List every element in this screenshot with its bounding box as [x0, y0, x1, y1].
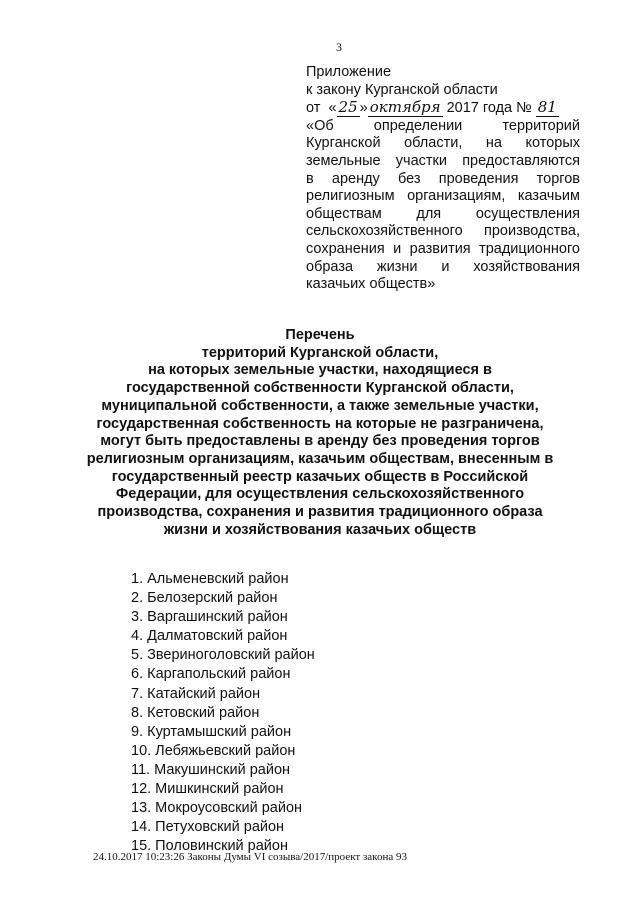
- title-line: религиозным организациям, казачьим обществам, внесенным в: [86, 450, 554, 467]
- law-title-line: религиозным организациям, казачьим: [306, 188, 580, 205]
- title-line: на которых земельные участки, находящиеся в: [148, 362, 492, 379]
- title-line: Перечень: [285, 327, 355, 343]
- title-line: жизни и хозяйствования казачьих обществ: [163, 521, 477, 538]
- date-year: 2017 года №: [446, 100, 532, 117]
- law-title-line: сохранения и развития традиционного: [306, 240, 580, 257]
- law-title-line: сельскохозяйственного производства,: [306, 223, 580, 240]
- title-line: государственный реестр казачьих обществ в Российской: [111, 468, 529, 485]
- date-close-quote: »: [359, 100, 368, 117]
- law-title-line: казачьих обществ»: [306, 276, 436, 293]
- law-title-line: Курганской области, на которых: [306, 135, 580, 152]
- list-item: 5. Звериноголовский район: [131, 647, 315, 664]
- appendix-law-ref: к закону Курганской области: [306, 81, 498, 98]
- law-title-line: земельные участки предоставляются: [306, 152, 580, 169]
- footer-stamp: 24.10.2017 10:23:26 Законы Думы VI созыва/2017/проект закона 93: [93, 851, 407, 863]
- list-item: 12. Мишкинский район: [131, 781, 284, 798]
- date-open-quote: «: [328, 100, 337, 117]
- list-item: 1. Альменевский район: [131, 571, 289, 587]
- title-line: Федерации, для осуществления сельскохозяйственного: [115, 486, 525, 503]
- list-item: 14. Петуховский район: [131, 819, 285, 836]
- law-title-line: в аренду без проведения торгов: [306, 170, 580, 187]
- appendix-header: [306, 64, 580, 294]
- list-item: 9. Куртамышский район: [131, 723, 292, 740]
- list-item: 15. Половинский район: [131, 838, 288, 855]
- title-line: производства, сохранения и развития традиционного образа: [97, 504, 543, 521]
- date-day-handwritten: 25: [338, 98, 358, 117]
- list-item: 4. Далматовский район: [131, 628, 288, 645]
- list-item: 7. Катайский район: [131, 685, 261, 702]
- list-item: 8. Кетовский район: [131, 704, 260, 721]
- title-line: могут быть предоставлены в аренду без проведения торгов: [100, 433, 540, 450]
- law-number-handwritten: 81: [537, 98, 557, 117]
- list-item: 3. Варгашинский район: [131, 609, 288, 626]
- list-item: 2. Белозерский район: [131, 590, 278, 607]
- appendix-date-line: [306, 99, 580, 118]
- title-line: муниципальной собственности, а также земельные участки,: [101, 397, 539, 414]
- title-line: территорий Курганской области,: [201, 344, 439, 361]
- list-item: 6. Каргапольский район: [131, 666, 291, 683]
- date-month-handwritten: октября: [369, 98, 441, 117]
- list-item: 13. Мокроусовский район: [131, 800, 303, 817]
- title-line: государственной собственности Курганской области,: [126, 380, 514, 397]
- document-title: [78, 327, 562, 539]
- page-number: 3: [336, 40, 342, 54]
- title-line: государственная собственность на которые не разграничена,: [96, 415, 544, 432]
- list-item: 10. Лебяжьевский район: [131, 742, 296, 759]
- law-title-line: образа жизни и хозяйствования: [306, 258, 580, 275]
- list-item: 11. Макушинский район: [131, 761, 291, 778]
- date-prefix: от: [306, 100, 321, 117]
- law-title-line: обществам для осуществления: [306, 205, 580, 222]
- law-title-line: «Об определении территорий: [306, 117, 580, 134]
- district-list: [131, 570, 315, 856]
- appendix-label: Приложение: [306, 64, 392, 80]
